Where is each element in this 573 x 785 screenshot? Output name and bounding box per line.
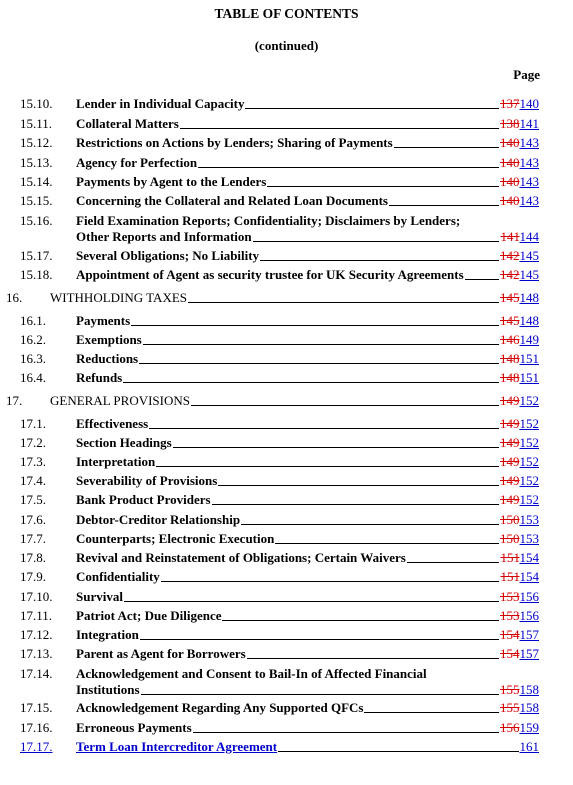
toc-entry-body xyxy=(76,589,539,605)
inserted-page-number: 154 xyxy=(519,550,539,565)
inserted-page-number: 159 xyxy=(519,720,539,735)
inserted-page-number: 143 xyxy=(519,155,539,170)
toc-entry-number: 17.16. xyxy=(20,720,53,735)
toc-entry-number: 17.9. xyxy=(20,569,46,584)
dot-leader xyxy=(141,693,499,695)
toc-entry-title: Collateral Matters xyxy=(76,116,179,131)
toc-entry-number: 17.8. xyxy=(20,550,46,565)
toc-entry-number: 17.11. xyxy=(20,608,53,623)
deleted-page-number: 154 xyxy=(500,627,520,642)
toc-entry-body xyxy=(76,720,539,736)
toc-entry-number: 15.10. xyxy=(20,96,53,111)
deleted-page-number: 145 xyxy=(500,313,520,328)
toc-entry-title: WITHHOLDING TAXES xyxy=(50,290,188,305)
dot-leader xyxy=(188,301,499,303)
dot-leader xyxy=(275,542,499,544)
inserted-page-number: 148 xyxy=(519,313,539,328)
toc-entry-title: Integration xyxy=(76,627,139,642)
dot-leader xyxy=(260,259,499,261)
toc-entry-title: Bank Product Providers xyxy=(76,492,211,507)
toc-entry-body xyxy=(76,96,539,112)
deleted-page-number: 149 xyxy=(500,492,520,507)
dot-leader xyxy=(278,750,518,752)
dot-leader xyxy=(247,657,499,659)
toc-entry-body xyxy=(76,512,539,528)
deleted-page-number: 140 xyxy=(500,155,520,170)
toc-entry-title: Survival xyxy=(76,589,123,604)
toc-entry-body xyxy=(76,313,539,329)
deleted-page-number: 156 xyxy=(500,720,520,735)
toc-entry-number: 16.4. xyxy=(20,370,46,385)
toc-entry-body xyxy=(76,435,539,451)
toc-entry-number[interactable]: 17.17. xyxy=(20,739,53,754)
toc-entry-number: 15.16. xyxy=(20,213,53,228)
deleted-page-number: 149 xyxy=(500,416,520,431)
toc-entry-body xyxy=(76,135,539,151)
toc-entry-title: Parent as Agent for Borrowers xyxy=(76,646,246,661)
inserted-page-number: 157 xyxy=(519,646,539,661)
page-numbers xyxy=(500,313,539,329)
deleted-page-number: 141 xyxy=(500,229,520,244)
toc-entry-body xyxy=(76,267,539,283)
inserted-page-number: 152 xyxy=(519,416,539,431)
dot-leader xyxy=(465,278,499,280)
deleted-page-number: 140 xyxy=(500,193,520,208)
inserted-page-number: 157 xyxy=(519,627,539,642)
inserted-page-number: 148 xyxy=(519,290,539,305)
toc-entry-number: 16.2. xyxy=(20,332,46,347)
page-numbers xyxy=(500,531,539,547)
page-column-header: Page xyxy=(513,67,540,82)
page-numbers xyxy=(500,492,539,508)
toc-entry-body xyxy=(50,290,539,306)
deleted-page-number: 148 xyxy=(500,370,520,385)
toc-entry-title: Exemptions xyxy=(76,332,142,347)
toc-entry-number: 15.11. xyxy=(20,116,53,131)
deleted-page-number: 151 xyxy=(500,550,520,565)
inserted-page-number: 145 xyxy=(519,267,539,282)
toc-entry-title: Interpretation xyxy=(76,454,156,469)
dot-leader xyxy=(173,446,499,448)
inserted-page-number: 156 xyxy=(519,608,539,623)
page-numbers xyxy=(500,473,539,489)
toc-entry-body xyxy=(76,608,539,624)
toc-entry-number: 17.10. xyxy=(20,589,53,604)
page-numbers xyxy=(500,569,539,585)
toc-entry-title: Institutions xyxy=(76,682,140,697)
toc-entry-title: Appointment of Agent as security trustee for UK Security Agreements xyxy=(76,267,464,282)
deleted-page-number: 145 xyxy=(500,290,520,305)
page-numbers xyxy=(500,700,539,716)
page-numbers xyxy=(500,646,539,662)
inserted-page-number: 153 xyxy=(519,531,539,546)
deleted-page-number: 149 xyxy=(500,454,520,469)
toc-entry-title: Other Reports and Information xyxy=(76,229,252,244)
inserted-page-number: 141 xyxy=(519,116,539,131)
page-numbers xyxy=(500,627,539,643)
toc-entry-title: Severability of Provisions xyxy=(76,473,218,488)
page-numbers xyxy=(500,589,539,605)
toc-entry-number: 17.7. xyxy=(20,531,46,546)
dot-leader xyxy=(245,107,499,109)
toc-entry-title[interactable]: Term Loan Intercreditor Agreement xyxy=(76,739,278,754)
toc-entry-title: Restrictions on Actions by Lenders; Sharing of Payments xyxy=(76,135,393,150)
dot-leader xyxy=(124,600,499,602)
dot-leader xyxy=(140,638,499,640)
page-numbers xyxy=(500,370,539,386)
toc-entry-body xyxy=(76,569,539,585)
toc-entry-number: 15.12. xyxy=(20,135,53,150)
toc-entry-body xyxy=(76,666,539,698)
inserted-page-number[interactable]: 161 xyxy=(519,739,539,754)
page-numbers xyxy=(500,290,539,306)
deleted-page-number: 150 xyxy=(500,512,520,527)
page-numbers xyxy=(500,720,539,736)
page-numbers xyxy=(500,248,539,264)
deleted-page-number: 155 xyxy=(500,700,520,715)
dot-leader xyxy=(389,204,499,206)
inserted-page-number: 152 xyxy=(519,454,539,469)
inserted-page-number: 156 xyxy=(519,589,539,604)
toc-entry-number: 16. xyxy=(6,290,23,305)
toc-entry-number: 15.14. xyxy=(20,174,53,189)
toc-entry-body xyxy=(76,454,539,470)
page-numbers xyxy=(500,116,539,132)
toc-entry-number: 17.13. xyxy=(20,646,53,661)
toc-entry-number: 16.1. xyxy=(20,313,46,328)
inserted-page-number: 143 xyxy=(519,174,539,189)
dot-leader xyxy=(180,127,499,129)
toc-entry-title: Counterparts; Electronic Execution xyxy=(76,531,275,546)
deleted-page-number: 142 xyxy=(500,248,520,263)
inserted-page-number: 151 xyxy=(519,370,539,385)
page-numbers xyxy=(500,155,539,171)
toc-entry-title: Agency for Perfection xyxy=(76,155,198,170)
deleted-page-number: 154 xyxy=(500,646,520,661)
toc-entry-number: 17.12. xyxy=(20,627,53,642)
dot-leader xyxy=(139,362,499,364)
toc-entry-number: 15.15. xyxy=(20,193,53,208)
page-numbers xyxy=(500,332,539,348)
dot-leader xyxy=(156,465,499,467)
toc-entry-title: Acknowledgement Regarding Any Supported QFCs xyxy=(76,700,364,715)
toc-entry-body xyxy=(76,174,539,190)
deleted-page-number: 146 xyxy=(500,332,520,347)
toc-entry-title: Acknowledgement and Consent to Bail-In of Affected Financial xyxy=(76,666,427,681)
dot-leader xyxy=(191,404,499,406)
toc-entry-body xyxy=(76,739,539,755)
toc-entry-number: 16.3. xyxy=(20,351,46,366)
dot-leader xyxy=(253,240,500,242)
page-numbers xyxy=(500,393,539,409)
toc-entry-number: 17.4. xyxy=(20,473,46,488)
page-numbers xyxy=(500,174,539,190)
inserted-page-number: 144 xyxy=(519,229,539,244)
dot-leader xyxy=(131,324,499,326)
toc-entry-number: 15.18. xyxy=(20,267,53,282)
dot-leader xyxy=(198,166,499,168)
dot-leader xyxy=(161,580,500,582)
deleted-page-number: 151 xyxy=(500,569,520,584)
toc-entry-title: Confidentiality xyxy=(76,569,160,584)
toc-entry-body xyxy=(76,627,539,643)
deleted-page-number: 142 xyxy=(500,267,520,282)
toc-entry-number: 17.6. xyxy=(20,512,46,527)
deleted-page-number: 153 xyxy=(500,589,520,604)
toc-entry-body xyxy=(76,473,539,489)
inserted-page-number: 152 xyxy=(519,473,539,488)
inserted-page-number: 151 xyxy=(519,351,539,366)
toc-entry-body xyxy=(76,213,539,245)
dot-leader xyxy=(222,619,499,621)
toc-entry-title: Several Obligations; No Liability xyxy=(76,248,260,263)
toc-entry-title: Payments by Agent to the Lenders xyxy=(76,174,267,189)
toc-entry-body xyxy=(76,416,539,432)
inserted-page-number: 152 xyxy=(519,435,539,450)
dot-leader xyxy=(394,146,499,148)
page-numbers xyxy=(500,416,539,432)
toc-entry-title: Debtor-Creditor Relationship xyxy=(76,512,241,527)
deleted-page-number: 140 xyxy=(500,135,520,150)
toc-entry-body xyxy=(76,351,539,367)
page-numbers xyxy=(500,229,539,245)
toc-entry-body xyxy=(76,370,539,386)
toc-entry-title: Field Examination Reports; Confidentiality; Disclaimers by Lenders; xyxy=(76,213,461,228)
toc-entry-number: 17. xyxy=(6,393,23,408)
toc-entry-body xyxy=(76,332,539,348)
dot-leader xyxy=(364,711,499,713)
inserted-page-number: 158 xyxy=(519,700,539,715)
toc-entry-number: 17.14. xyxy=(20,666,53,681)
page-numbers xyxy=(500,550,539,566)
inserted-page-number: 149 xyxy=(519,332,539,347)
deleted-page-number: 155 xyxy=(500,682,520,697)
page-numbers xyxy=(500,267,539,283)
toc-entry-number: 17.15. xyxy=(20,700,53,715)
page-numbers xyxy=(500,682,539,698)
toc-entry-title: Payments xyxy=(76,313,131,328)
dot-leader xyxy=(193,731,499,733)
inserted-page-number: 158 xyxy=(519,682,539,697)
dot-leader xyxy=(149,427,499,429)
page-numbers xyxy=(500,454,539,470)
inserted-page-number: 154 xyxy=(519,569,539,584)
toc-entry-title: Reductions xyxy=(76,351,139,366)
toc-entry-number: 15.13. xyxy=(20,155,53,170)
deleted-page-number: 149 xyxy=(500,435,520,450)
page-numbers xyxy=(500,435,539,451)
dot-leader xyxy=(212,503,499,505)
toc-entry-body xyxy=(76,646,539,662)
toc-entry-title: Revival and Reinstatement of Obligations; Certain Waivers xyxy=(76,550,406,565)
toc-entry-title: Concerning the Collateral and Related Loan Documents xyxy=(76,193,388,208)
deleted-page-number: 149 xyxy=(500,393,520,408)
dot-leader xyxy=(143,343,499,345)
deleted-page-number: 153 xyxy=(500,608,520,623)
dot-leader xyxy=(407,561,500,563)
toc-entry-number: 17.1. xyxy=(20,416,46,431)
deleted-page-number: 140 xyxy=(500,174,520,189)
toc-subtitle: (continued) xyxy=(254,38,319,53)
toc-entry-body xyxy=(76,700,539,716)
toc-entry-number: 17.3. xyxy=(20,454,46,469)
toc-entry-body xyxy=(50,393,539,409)
toc-title: TABLE OF CONTENTS xyxy=(214,6,359,21)
page-numbers xyxy=(520,739,540,755)
toc-entry-body xyxy=(76,248,539,264)
toc-entry-number: 17.5. xyxy=(20,492,46,507)
deleted-page-number: 149 xyxy=(500,473,520,488)
toc-entry-number: 15.17. xyxy=(20,248,53,263)
page-numbers xyxy=(500,135,539,151)
dot-leader xyxy=(267,185,499,187)
inserted-page-number: 145 xyxy=(519,248,539,263)
deleted-page-number: 150 xyxy=(500,531,520,546)
deleted-page-number: 148 xyxy=(500,351,520,366)
toc-entry-body xyxy=(76,550,539,566)
dot-leader xyxy=(218,484,499,486)
toc-entry-title: Section Headings xyxy=(76,435,172,450)
toc-entry-body xyxy=(76,193,539,209)
deleted-page-number: 137 xyxy=(500,96,520,111)
dot-leader xyxy=(123,381,499,383)
deleted-page-number: 138 xyxy=(500,116,520,131)
toc-entry-title: Erroneous Payments xyxy=(76,720,192,735)
toc-entry-body xyxy=(76,155,539,171)
page-numbers xyxy=(500,96,539,112)
page-numbers xyxy=(500,608,539,624)
toc-entry-body xyxy=(76,492,539,508)
toc-entry-title: Patriot Act; Due Diligence xyxy=(76,608,222,623)
inserted-page-number: 143 xyxy=(519,193,539,208)
page-numbers xyxy=(500,193,539,209)
dot-leader xyxy=(241,523,499,525)
page-numbers xyxy=(500,351,539,367)
toc-entry-title: GENERAL PROVISIONS xyxy=(50,393,190,408)
inserted-page-number: 152 xyxy=(519,492,539,507)
page-numbers xyxy=(500,512,539,528)
inserted-page-number: 143 xyxy=(519,135,539,150)
toc-entry-title: Refunds xyxy=(76,370,123,385)
toc-entry-title: Lender in Individual Capacity xyxy=(76,96,245,111)
inserted-page-number: 152 xyxy=(519,393,539,408)
inserted-page-number: 140 xyxy=(519,96,539,111)
toc-entry-body xyxy=(76,531,539,547)
toc-entry-number: 17.2. xyxy=(20,435,46,450)
toc-entry-body xyxy=(76,116,539,132)
toc-entry-title: Effectiveness xyxy=(76,416,149,431)
inserted-page-number: 153 xyxy=(519,512,539,527)
